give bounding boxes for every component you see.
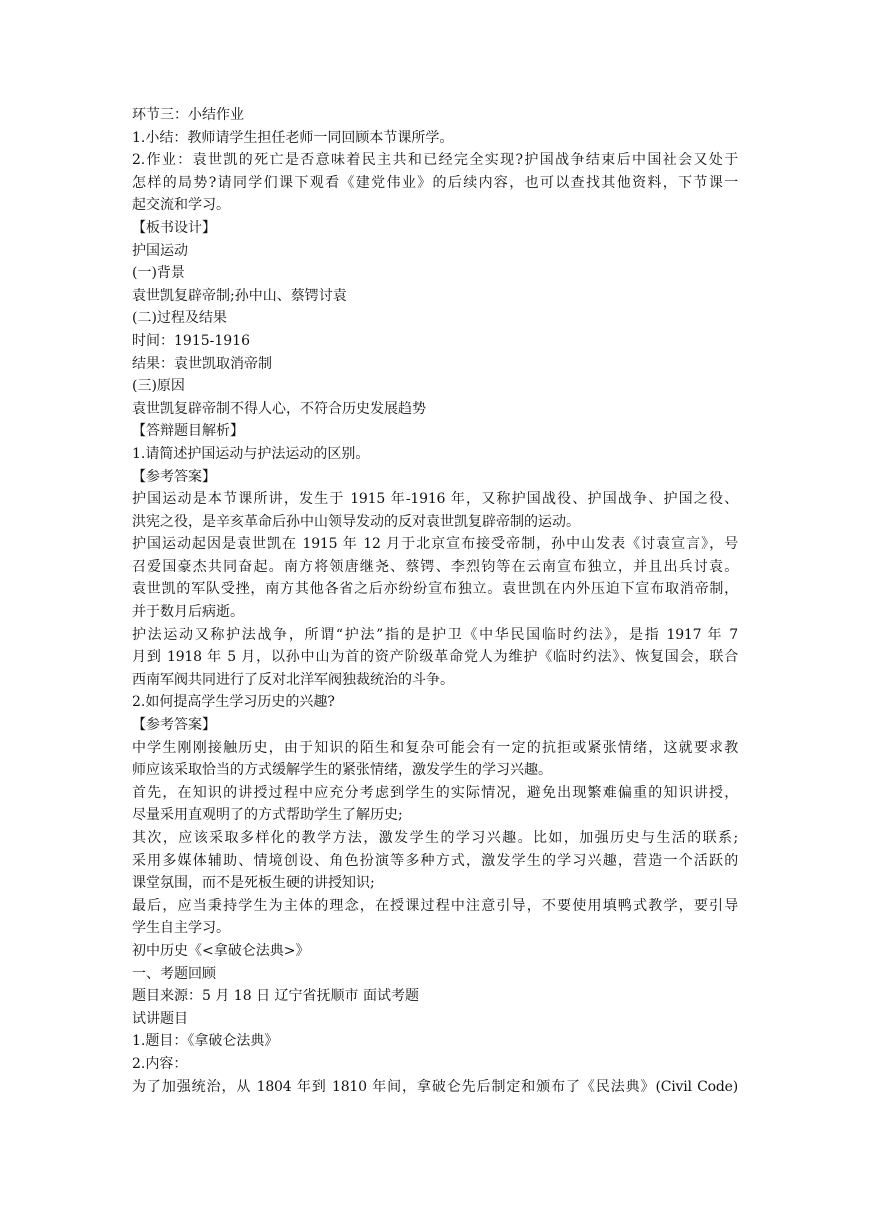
text-line: 为了加强统治，从 1804 年到 1810 年间，拿破仑先后制定和颁布了《民法典》(Civil Code)	[132, 1078, 738, 1095]
text-line: 月到 1918 年 5 月，以孙中山为首的资产阶级革命党人为维护《临时约法》、恢复国会，联合	[132, 649, 738, 666]
text-line: 袁世凯复辟帝制不得人心，不符合历史发展趋势	[132, 400, 426, 417]
text-line: 学生自主学习。	[132, 920, 230, 937]
text-line: 2.如何提高学生学习历史的兴趣?	[132, 694, 335, 711]
text-line: 起交流和学习。	[132, 197, 230, 214]
text-line: 召爱国豪杰共同奋起。南方将领唐继尧、蔡锷、李烈钧等在云南宣布独立，并且出兵讨袁。	[132, 558, 738, 575]
text-line: 洪宪之役，是辛亥革命后孙中山领导发动的反对袁世凯复辟帝制的运动。	[132, 513, 580, 530]
text-line: 结果：袁世凯取消帝制	[132, 355, 272, 372]
text-line: 护国运动是本节课所讲，发生于 1915 年-1916 年，又称护国战役、护国战争、护国之役、	[132, 491, 738, 508]
text-line: 西南军阀共同进行了反对北洋军阀独裁统治的斗争。	[132, 671, 454, 688]
text-line: (三)原因	[132, 378, 185, 395]
text-line: 【板书设计】	[132, 219, 216, 236]
text-line: 护国运动	[132, 242, 188, 259]
text-line: 其次，应该采取多样化的教学方法，激发学生的学习兴趣。比如，加强历史与生活的联系;	[132, 830, 738, 846]
text-line: 采用多媒体辅助、情境创设、角色扮演等多种方式，激发学生的学习兴趣，营造一个活跃的	[132, 852, 738, 869]
text-line: 袁世凯的军队受挫，南方其他各省之后亦纷纷宣布独立。袁世凯在内外压迫下宣布取消帝制，	[132, 581, 738, 598]
text-line: 初中历史《<拿破仑法典>》	[132, 942, 310, 959]
text-line: 【答辩题目解析】	[132, 423, 244, 440]
text-line: 并于数月后病逝。	[132, 604, 244, 621]
text-line: 1.题目：《拿破仑法典》	[132, 1033, 279, 1050]
text-line: 环节三：小结作业	[132, 107, 244, 123]
text-line: 课堂氛围，而不是死板生硬的讲授知识;	[132, 875, 375, 892]
document-page	[132, 104, 738, 1098]
text-line: 【参考答案】	[132, 717, 216, 734]
text-line: 怎样的局势?请同学们课下观看《建党伟业》的后续内容，也可以查找其他资料，下节课一	[132, 174, 738, 191]
text-line: 护国运动起因是袁世凯在 1915 年 12 月于北京宣布接受帝制，孙中山发表《讨袁宣言》，号	[132, 536, 738, 553]
text-line: 最后，应当秉持学生为主体的理念，在授课过程中注意引导，不要使用填鸭式教学，要引导	[132, 897, 738, 914]
text-line: 袁世凯复辟帝制;孙中山、蔡锷讨袁	[132, 287, 347, 304]
text-line: 2.作业：袁世凯的死亡是否意味着民主共和已经完全实现?护国战争结束后中国社会又处于	[132, 152, 738, 169]
text-line: 【参考答案】	[132, 468, 216, 485]
text-line: 时间：1915-1916	[132, 332, 250, 349]
text-line: 护法运动又称护法战争，所谓“护法”指的是护卫《中华民国临时约法》，是指 1917 年 7	[132, 626, 738, 643]
text-line: 一、考题回顾	[132, 965, 216, 982]
text-line: 中学生刚刚接触历史，由于知识的陌生和复杂可能会有一定的抗拒或紧张情绪，这就要求教	[132, 739, 738, 756]
text-line: 首先，在知识的讲授过程中应充分考虑到学生的实际情况，避免出现繁难偏重的知识讲授，	[132, 784, 738, 801]
text-line: 师应该采取恰当的方式缓解学生的紧张情绪，激发学生的学习兴趣。	[132, 762, 552, 779]
text-line: (二)过程及结果	[132, 310, 227, 327]
text-line: 题目来源：5 月 18 日 辽宁省抚顺市 面试考题	[132, 988, 419, 1005]
text-line: 尽量采用直观明了的方式帮助学生了解历史;	[132, 807, 403, 824]
text-line: 1.小结：教师请学生担任老师一同回顾本节课所学。	[132, 129, 454, 146]
text-line: 2.内容：	[132, 1055, 188, 1072]
text-line: 1.请简述护国运动与护法运动的区别。	[132, 445, 370, 462]
text-line: 试讲题目	[132, 1010, 188, 1027]
text-line: (一)背景	[132, 265, 185, 282]
